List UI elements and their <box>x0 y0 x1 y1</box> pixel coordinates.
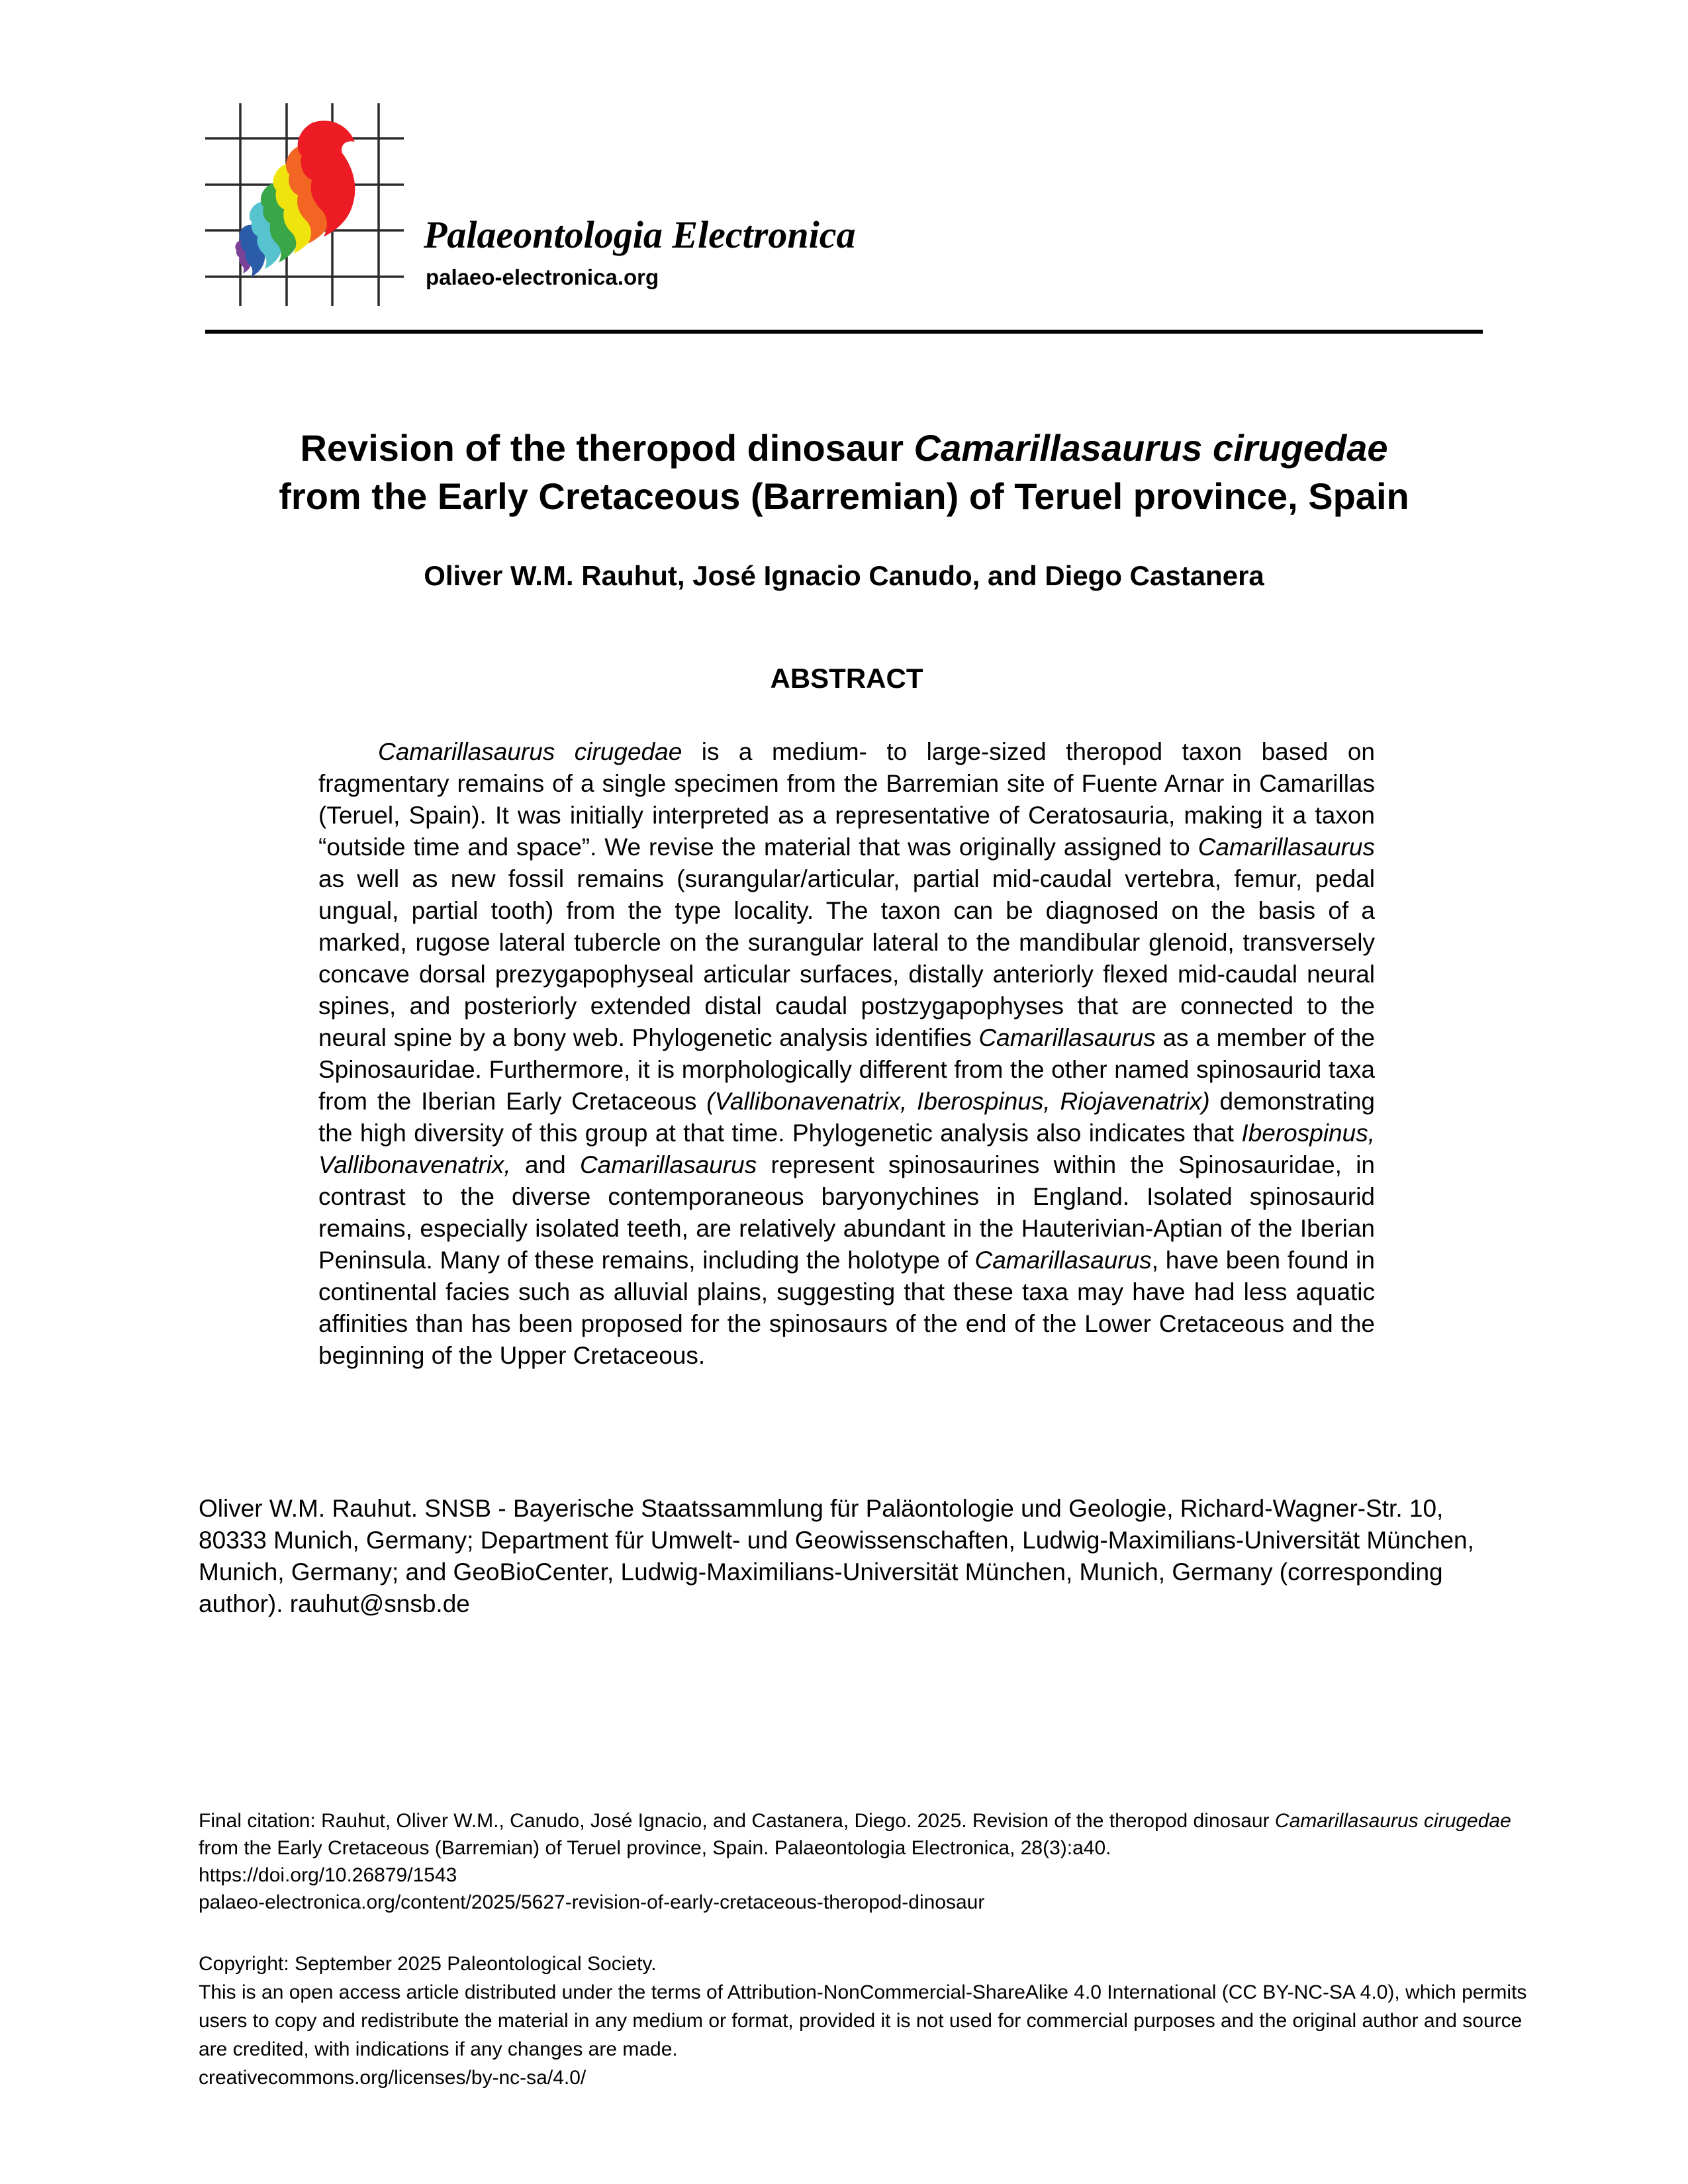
article-title <box>199 424 1489 520</box>
article-url-link[interactable]: palaeo-electronica.org/content/2025/5627-revision-of-early-cretaceous-theropod-dinosaur <box>199 1891 985 1913</box>
journal-wordmark: Palaeontologia Electronica <box>424 213 856 256</box>
doi-link[interactable]: https://doi.org/10.26879/1543 <box>199 1864 457 1886</box>
license-url-link[interactable]: creativecommons.org/licenses/by-nc-sa/4.0/ <box>199 2067 586 2089</box>
copyright-block <box>199 1950 1532 2092</box>
article-authors: Oliver W.M. Rauhut, José Ignacio Canudo, and Diego Castanera <box>424 560 1264 591</box>
author-affiliation: Oliver W.M. Rauhut. SNSB - Bayerische Staatssammlung für Paläontologie und Geologie, Richard-Wagner-Str. 10, 80333 Munich, Germany; Department für Umwelt- und Geowissenschaften, Ludwig-Maximilians-Universität München, Munich, Germany; and GeoBioCenter, Ludwig-Maximilians-Universität München, Munich, Germany (corresponding author). rauhut@snsb.de <box>199 1495 1474 1617</box>
copyright-line: Copyright: September 2025 Paleontological Society. <box>199 1953 657 1975</box>
journal-website-link[interactable]: palaeo-electronica.org <box>426 265 659 289</box>
abstract-body: Camarillasaurus cirugedae is a medium- to large-sized theropod taxon based on fragmentary remains of a single specimen from the Barremian site of Fuente Arnar in Camarillas (Teruel, Spain). It was initially interpreted as a representative of Ceratosauria, making it a taxon “outside time and space”. We revise the material that was originally assigned to Camarillasaurus as well as new fossil remains (surangular/articular, partial mid-caudal vertebra, femur, pedal ungual, partial tooth) from the type locality. The taxon can be diagnosed on the basis of a marked, rugose lateral tubercle on the surangular lateral to the mandibular glenoid, transversely concave dorsal prezygapophyseal articular surfaces, distally anteriorly flexed mid-caudal neural spines, and posteriorly extended distal caudal postzygapophyses that are connected to the neural spine by a bony web. Phylogenetic analysis identifies Camarillasaurus as a member of the Spinosauridae. Furthermore, it is morphologically different from the other named spinosaurid taxa from the Iberian Early Cretaceous (Vallibonavenatrix, Iberospinus, Riojavenatrix) demonstrating the high diversity of this group at that time. Phylogenetic analysis also indicates that Iberospinus, Vallibonavenatrix, and Camarillasaurus represent spinosaurines within the Spinosauridae, in contrast to the diverse contemporaneous baryonychines in England. Isolated spinosaurid remains, especially isolated teeth, are relatively abundant in the Hauterivian-Aptian of the Iberian Peninsula. Many of these remains, including the holotype of Camarillasaurus, have been found in continental facies such as alluvial plains, suggesting that these taxa may have had less aquatic affinities than has been proposed for the spinosaurs of the end of the Lower Cretaceous and the beginning of the Upper Cretaceous. <box>318 738 1376 1369</box>
journal-logo-icon <box>205 103 404 306</box>
final-citation-block <box>199 1807 1519 1916</box>
article-title-line1: Revision of the theropod dinosaur Camarillasaurus cirugedae <box>300 427 1388 469</box>
license-text: This is an open access article distributed under the terms of Attribution-NonCommercial-ShareAlike 4.0 International (CC BY-NC-SA 4.0), which permits users to copy and redistribute the material in any medium or format, provided it is not used for commercial purposes and the original author and source are credited, with indications if any changes are made. <box>199 1981 1527 2060</box>
masthead-divider <box>205 330 1483 334</box>
article-title-line2: from the Early Cretaceous (Barremian) of Teruel province, Spain <box>279 475 1409 517</box>
abstract-heading: ABSTRACT <box>770 663 923 694</box>
final-citation-text: Final citation: Rauhut, Oliver W.M., Canudo, José Ignacio, and Castanera, Diego. 2025. Revision of the theropod dinosaur Camarillasaurus cirugedae from the Early Cretaceous (Barremian) of Teruel province, Spain. Palaeontologia Electronica, 28(3):a40. <box>199 1810 1511 1859</box>
